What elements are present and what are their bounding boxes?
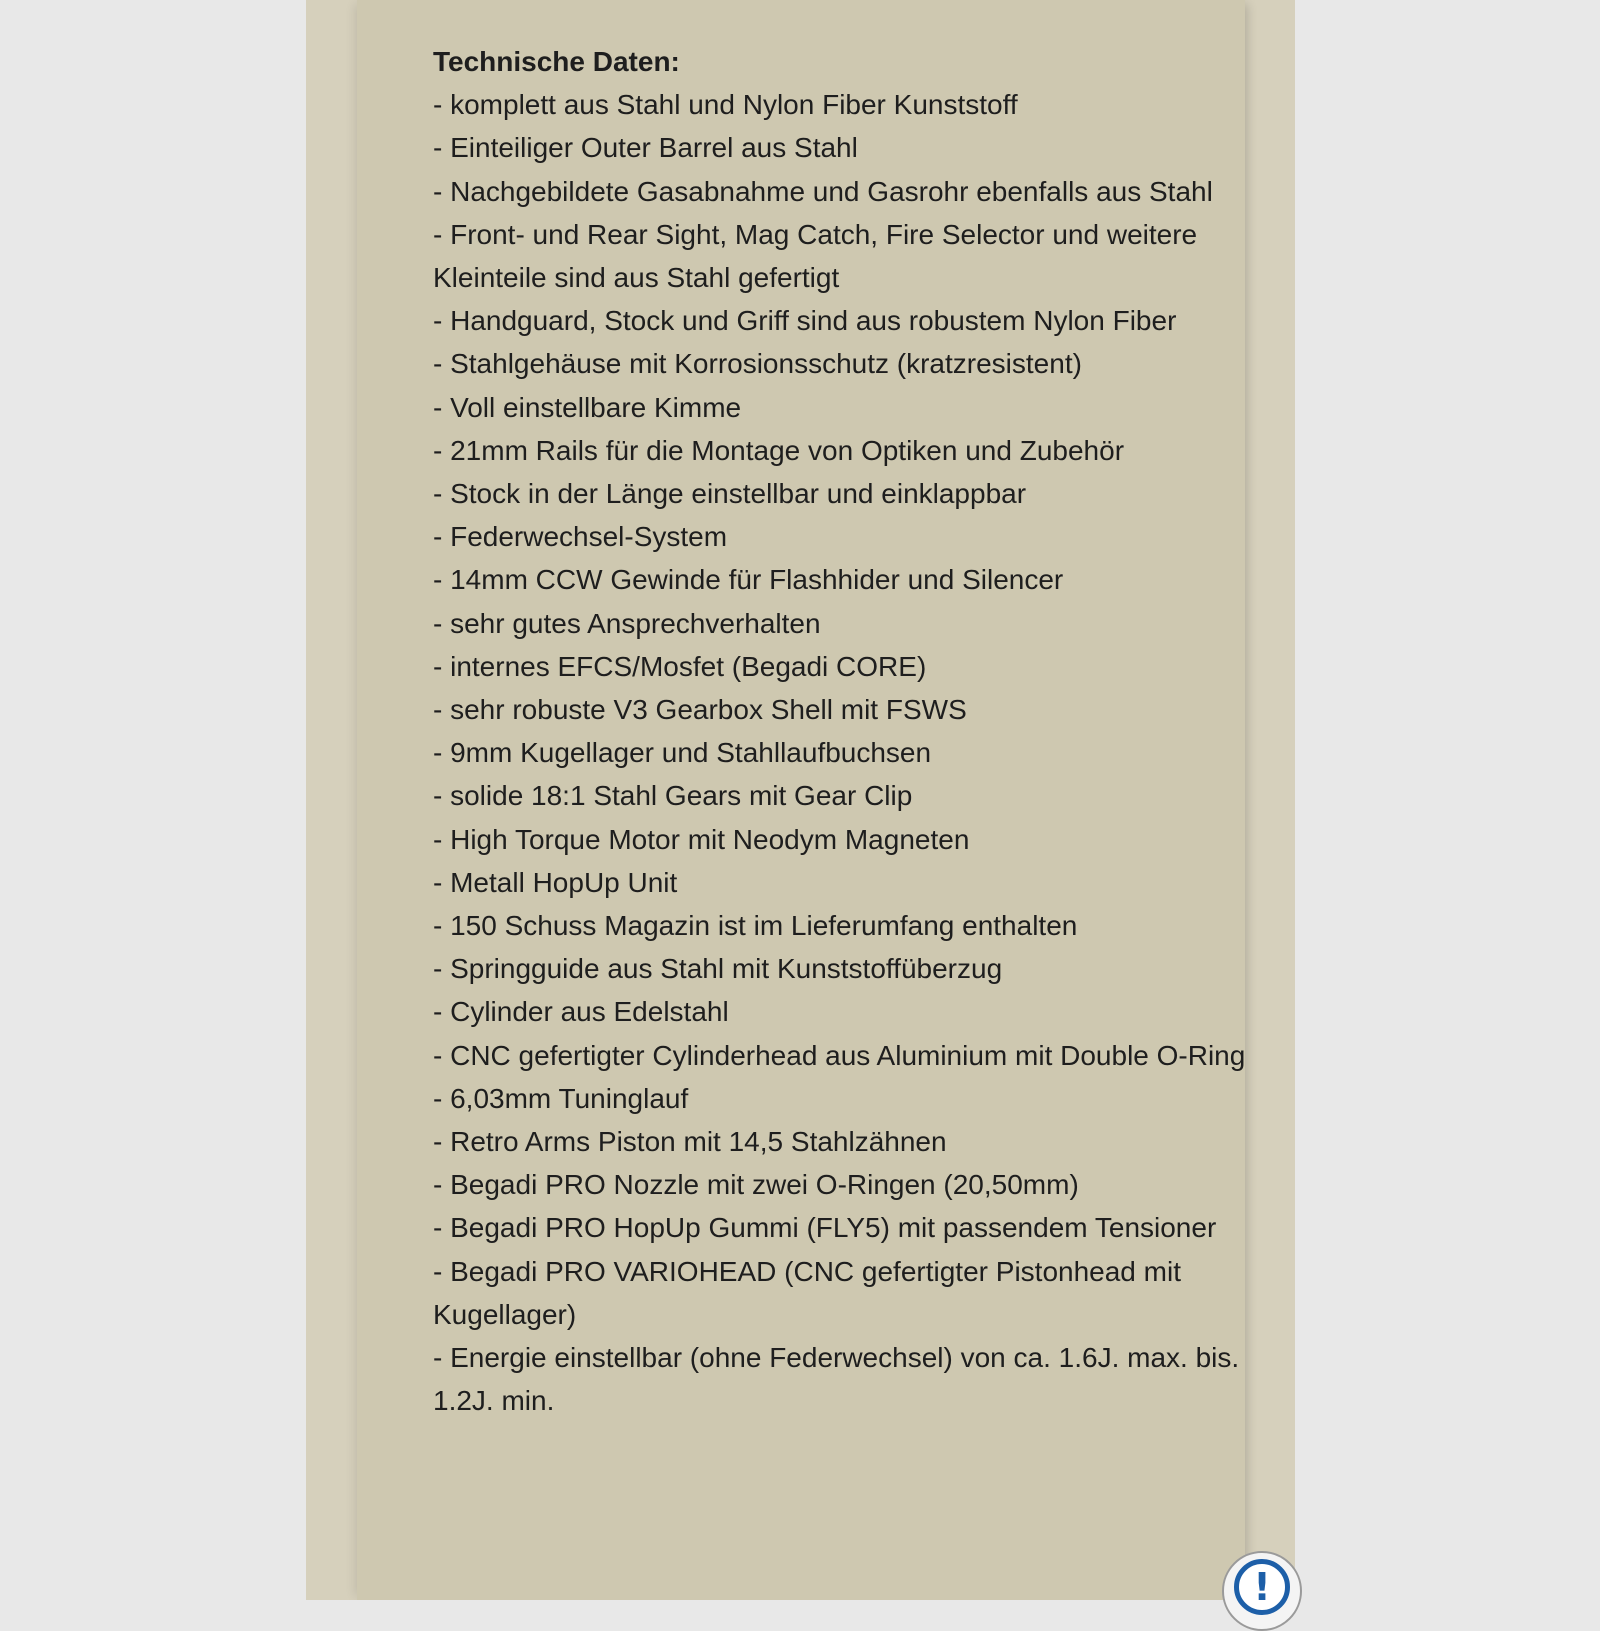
spec-item: - Stock in der Länge einstellbar und einklappbar <box>433 478 1027 510</box>
spec-item: - Begadi PRO VARIOHEAD (CNC gefertigter Pistonhead mit Kugellager) <box>433 1255 1181 1330</box>
spec-item: - Federwechsel-System <box>433 521 728 553</box>
spec-item: - Energie einstellbar (ohne Federwechsel) von ca. 1.6J. max. bis. 1.2J. min. <box>433 1342 1240 1417</box>
spec-item: - komplett aus Stahl und Nylon Fiber Kunststoff <box>433 89 1018 121</box>
product-page <box>306 0 1295 1600</box>
spec-item: - sehr robuste V3 Gearbox Shell mit FSWS <box>433 694 967 726</box>
spec-item: - Voll einstellbare Kimme <box>433 391 742 423</box>
spec-item: - internes EFCS/Mosfet (Begadi CORE) <box>433 650 927 682</box>
spec-item: - 150 Schuss Magazin ist im Lieferumfang enthalten <box>433 910 1078 942</box>
spec-list <box>433 83 1273 1422</box>
spec-item: - Begadi PRO HopUp Gummi (FLY5) mit passendem Tensioner <box>433 1212 1217 1244</box>
exclamation-circle-icon: ! <box>1234 1559 1290 1615</box>
spec-item: - Retro Arms Piston mit 14,5 Stahlzähnen <box>433 1126 947 1158</box>
spec-item: - Metall HopUp Unit <box>433 866 678 898</box>
technical-data-section <box>433 40 1273 1423</box>
spec-item: - Nachgebildete Gasabnahme und Gasrohr ebenfalls aus Stahl <box>433 175 1213 207</box>
spec-item: - Springguide aus Stahl mit Kunststoffüberzug <box>433 953 1003 985</box>
section-heading: Technische Daten: <box>433 46 680 77</box>
spec-item: - Front- und Rear Sight, Mag Catch, Fire Selector und weitere Kleinteile sind aus Stahl gefertigt <box>433 218 1198 294</box>
spec-item: - 6,03mm Tuninglauf <box>433 1082 689 1114</box>
spec-item: - 21mm Rails für die Montage von Optiken und Zubehör <box>433 434 1125 466</box>
spec-item: - solide 18:1 Stahl Gears mit Gear Clip <box>433 780 913 812</box>
spec-item: - Handguard, Stock und Griff sind aus robustem Nylon Fiber <box>433 305 1177 337</box>
spec-item: - Cylinder aus Edelstahl <box>433 996 729 1028</box>
content-panel <box>357 0 1245 1600</box>
spec-item: - Begadi PRO Nozzle mit zwei O-Ringen (20,50mm) <box>433 1169 1079 1201</box>
spec-item: - 9mm Kugellager und Stahllaufbuchsen <box>433 737 932 769</box>
spec-item: - CNC gefertigter Cylinderhead aus Aluminium mit Double O-Ring <box>433 1039 1246 1071</box>
spec-item: - High Torque Motor mit Neodym Magneten <box>433 823 970 855</box>
spec-item: - sehr gutes Ansprechverhalten <box>433 607 821 639</box>
spec-item: - Stahlgehäuse mit Korrosionsschutz (kratzresistent) <box>433 348 1082 380</box>
spec-item: - Einteiliger Outer Barrel aus Stahl <box>433 132 858 164</box>
spec-item: - 14mm CCW Gewinde für Flashhider und Silencer <box>433 564 1064 596</box>
info-button[interactable] <box>1222 1551 1302 1631</box>
